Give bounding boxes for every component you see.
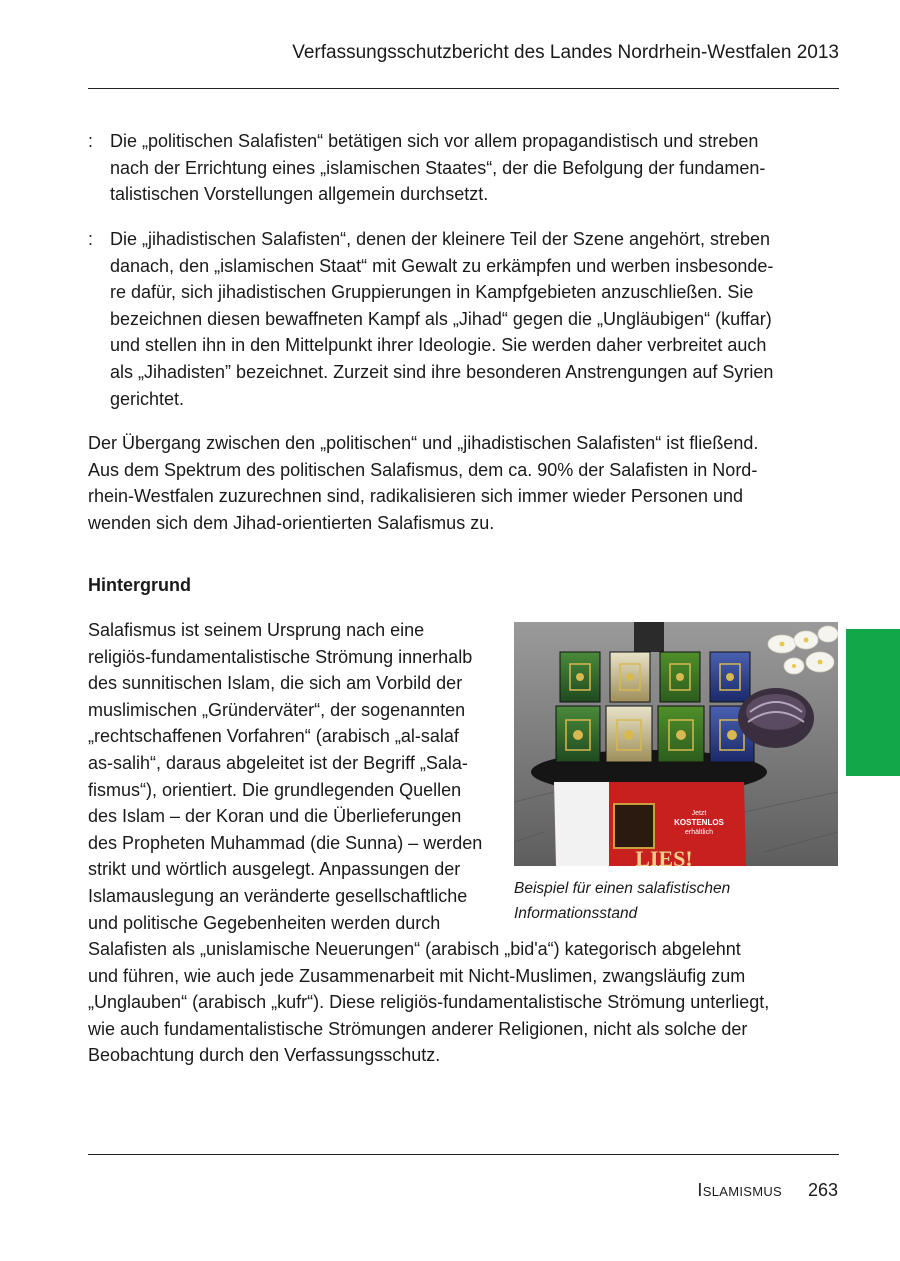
figure-caption xyxy=(514,876,838,926)
text-line: Der Übergang zwischen den „politischen“ und „jihadistischen Salafisten“ ist fließend. xyxy=(88,433,759,453)
text-line: Salafisten als „unislamische Neuerungen“ (arabisch „bid'a“) kategorisch abgelehnt xyxy=(88,939,741,959)
text-line: als „Jihadisten” bezeichnet. Zurzeit sind ihre besonderen Anstrengungen auf Syrien xyxy=(110,361,774,382)
text-line: fismus“), orientiert. Die grundlegenden Quellen xyxy=(88,779,462,800)
chapter-tab xyxy=(846,629,900,776)
text-line: Aus dem Spektrum des politischen Salafismus, dem ca. 90% der Salafisten in Nord- xyxy=(88,459,758,480)
bullet-item xyxy=(88,128,808,208)
text-line: „rechtschaffenen Vorfahren“ (arabisch „al-salaf xyxy=(88,726,459,747)
stand-text-2: KOSTENLOS xyxy=(674,818,724,827)
footer-rule xyxy=(88,1154,839,1155)
bullet-marker: : xyxy=(88,131,94,151)
continued-paragraph xyxy=(88,936,808,1069)
bullet-text xyxy=(110,128,808,208)
text-line: und führen, wie auch jede Zusammenarbeit mit Nicht-Muslimen, zwangsläufig zum xyxy=(88,965,746,986)
text-line: wie auch fundamentalistische Strömungen anderer Religionen, nicht als solche der xyxy=(88,1018,748,1039)
text-line: bezeichnen diesen bewaffneten Kampf als „Jihad“ gegen die „Ungläubigen“ (kuffar) xyxy=(110,308,772,329)
text-line: re dafür, sich jihadistischen Gruppierungen in Kampfgebieten anzuschließen. Sie xyxy=(110,282,754,303)
text-line: und stellen ihn in den Mittelpunkt ihrer Ideologie. Sie werden daher verbreitet auch xyxy=(110,335,767,356)
footer-section-label: Islamismus xyxy=(697,1180,782,1200)
bullet-item xyxy=(88,226,808,412)
section-heading: Hintergrund xyxy=(88,575,191,595)
text-line: des sunnitischen Islam, die sich am Vorbild der xyxy=(88,673,463,694)
text-line: strikt und wörtlich ausgelegt. Anpassungen der xyxy=(88,859,461,880)
text-line: talistischen Vorstellungen allgemein durchsetzt. xyxy=(110,184,489,205)
stand-text-3: erhältlich xyxy=(684,829,714,836)
text-line: danach, den „islamischen Staat“ mit Gewalt zu erkämpfen und werben insbesonde- xyxy=(110,255,774,276)
info-stand-illustration xyxy=(514,622,838,866)
text-line: rhein-Westfalen zuzurechnen sind, radikalisieren sich immer wieder Personen und xyxy=(88,486,743,507)
text-line: muslimischen „Gründerväter“, der sogenannten xyxy=(88,699,466,720)
page-number: 263 xyxy=(807,1180,838,1200)
bullet-text xyxy=(110,226,808,412)
text-line: und politische Gegebenheiten werden durch xyxy=(88,912,441,933)
caption-line: Informationsstand xyxy=(514,905,638,922)
text-line: wenden sich dem Jihad-orientierten Salafismus zu. xyxy=(88,512,495,533)
stand-text-1: Jetzt xyxy=(691,810,707,817)
text-line: des Islam – der Koran und die Überlieferungen xyxy=(88,806,462,827)
text-line: „Unglauben“ (arabisch „kufr“). Diese religiös-fundamentalistische Strömung unterliegt, xyxy=(88,992,770,1013)
wrapped-paragraph xyxy=(88,617,508,936)
text-line: Die „jihadistischen Salafisten“, denen der kleinere Teil der Szene angehört, streben xyxy=(110,229,771,249)
running-header: Verfassungsschutzbericht des Landes Nordrhein-Westfalen 2013 xyxy=(292,42,839,63)
caption-line: Beispiel für einen salafistischen xyxy=(514,880,731,897)
text-line: Salafismus ist seinem Ursprung nach eine xyxy=(88,620,425,640)
stand-banner: LIES! xyxy=(635,846,693,866)
text-line: nach der Errichtung eines „islamischen Staates“, der die Befolgung der fundamen- xyxy=(110,157,766,178)
text-line: des Propheten Muhammad (die Sunna) – werden xyxy=(88,832,483,853)
text-line: Islamauslegung an veränderte gesellschaftliche xyxy=(88,885,468,906)
text-line: Beobachtung durch den Verfassungsschutz. xyxy=(88,1045,441,1066)
text-line: gerichtet. xyxy=(110,388,185,409)
text-line: Die „politischen Salafisten“ betätigen sich vor allem propagandistisch und streben xyxy=(110,131,759,151)
text-line: religiös-fundamentalistische Strömung innerhalb xyxy=(88,646,473,667)
header-rule xyxy=(88,88,839,89)
paragraph-transition xyxy=(88,430,758,536)
text-line: as-salih“, daraus abgeleitet ist der Begriff „Sala- xyxy=(88,752,468,773)
bullet-marker: : xyxy=(88,229,94,249)
info-stand-photo xyxy=(514,622,838,866)
